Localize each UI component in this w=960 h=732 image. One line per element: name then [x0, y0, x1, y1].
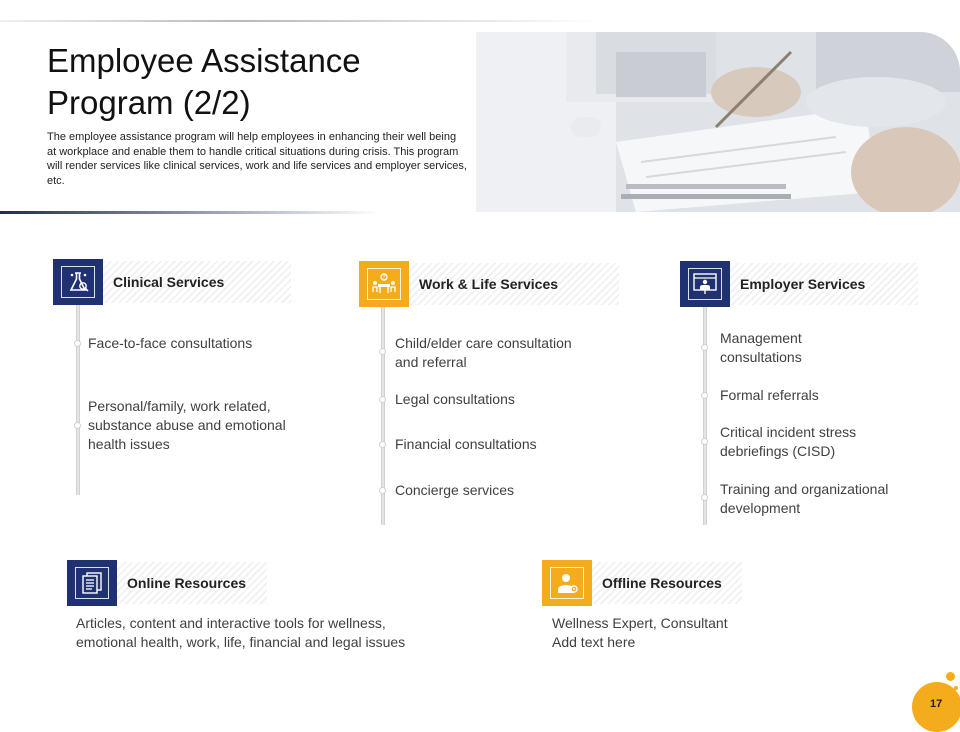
employer-label-band — [730, 263, 918, 305]
clinical-services-title: Clinical Services — [113, 274, 225, 290]
timeline-dot — [701, 344, 708, 351]
svg-text:?: ? — [382, 275, 386, 281]
online-icon-box — [67, 560, 117, 606]
offline-text-line-1: Wellness Expert, Consultant — [552, 615, 728, 631]
clinical-item: Personal/family, work related, substance abuse and emotional health issues — [88, 398, 286, 452]
clinical-item: Face-to-face consultations — [88, 335, 253, 351]
work-life-icon-box — [359, 261, 409, 307]
offline-icon-box — [542, 560, 592, 606]
page-title — [47, 40, 467, 124]
work-life-services-header — [359, 261, 571, 307]
timeline-dot — [379, 348, 386, 355]
consultant-icon — [555, 572, 579, 594]
title-line-2: Program (2/2) — [47, 84, 251, 121]
page-number-badge — [912, 682, 960, 732]
timeline-dot — [701, 494, 708, 501]
timeline-dot — [74, 340, 81, 347]
presenter-icon — [693, 273, 717, 295]
clinical-icon-box — [53, 259, 103, 305]
employer-item: Formal referrals — [720, 387, 819, 403]
offline-resources-title: Offline Resources — [602, 575, 722, 591]
lab-icon — [66, 271, 90, 293]
employer-timeline — [703, 307, 707, 525]
timeline-dot — [74, 422, 81, 429]
online-resources-title: Online Resources — [127, 575, 247, 591]
clinical-label-band — [103, 261, 291, 303]
hero-photo — [476, 32, 960, 212]
online-resources-header — [67, 560, 257, 606]
work-life-item: Financial consultations — [395, 436, 537, 452]
page-number: 17 — [930, 698, 943, 710]
header-bottom-rule — [0, 211, 380, 214]
work-life-item: Legal consultations — [395, 391, 515, 407]
document-icon — [81, 572, 103, 594]
meeting-icon — [372, 273, 396, 295]
clinical-timeline — [76, 305, 80, 495]
employer-icon-box — [680, 261, 730, 307]
decorative-dot — [946, 672, 955, 681]
timeline-dot — [701, 438, 708, 445]
employer-services-header — [680, 261, 870, 307]
header-top-rule — [0, 20, 600, 22]
work-life-item: Child/elder care consultation and referral — [395, 335, 572, 370]
offline-resources-text — [552, 614, 812, 652]
online-label-band — [117, 562, 267, 604]
work-life-services-title: Work & Life Services — [419, 276, 559, 292]
work-life-item: Concierge services — [395, 482, 515, 498]
employer-item: Training and organizational development — [720, 481, 889, 516]
offline-label-band — [592, 562, 742, 604]
employer-item: Critical incident stress debriefings (CISD) — [720, 424, 857, 459]
intro-text: The employee assistance program will help employees in enhancing their well being at workplace and enable them to handle critical situations during crisis. This program will render services like clinical services, work and life services and employer services, etc. — [47, 131, 467, 187]
timeline-dot — [701, 392, 708, 399]
offline-resources-header — [542, 560, 732, 606]
offline-text-line-2: Add text here — [552, 634, 636, 650]
timeline-dot — [379, 487, 386, 494]
title-line-1: Employee Assistance — [47, 42, 361, 79]
employer-services-title: Employer Services — [740, 276, 866, 292]
online-resources-text: Articles, content and interactive tools for wellness, emotional health, work, life, financial and legal issues — [76, 615, 406, 650]
work-life-label-band — [409, 263, 619, 305]
timeline-dot — [379, 441, 386, 448]
employer-item: Management consultations — [720, 330, 802, 365]
timeline-dot — [379, 396, 386, 403]
clinical-services-header — [53, 259, 243, 305]
